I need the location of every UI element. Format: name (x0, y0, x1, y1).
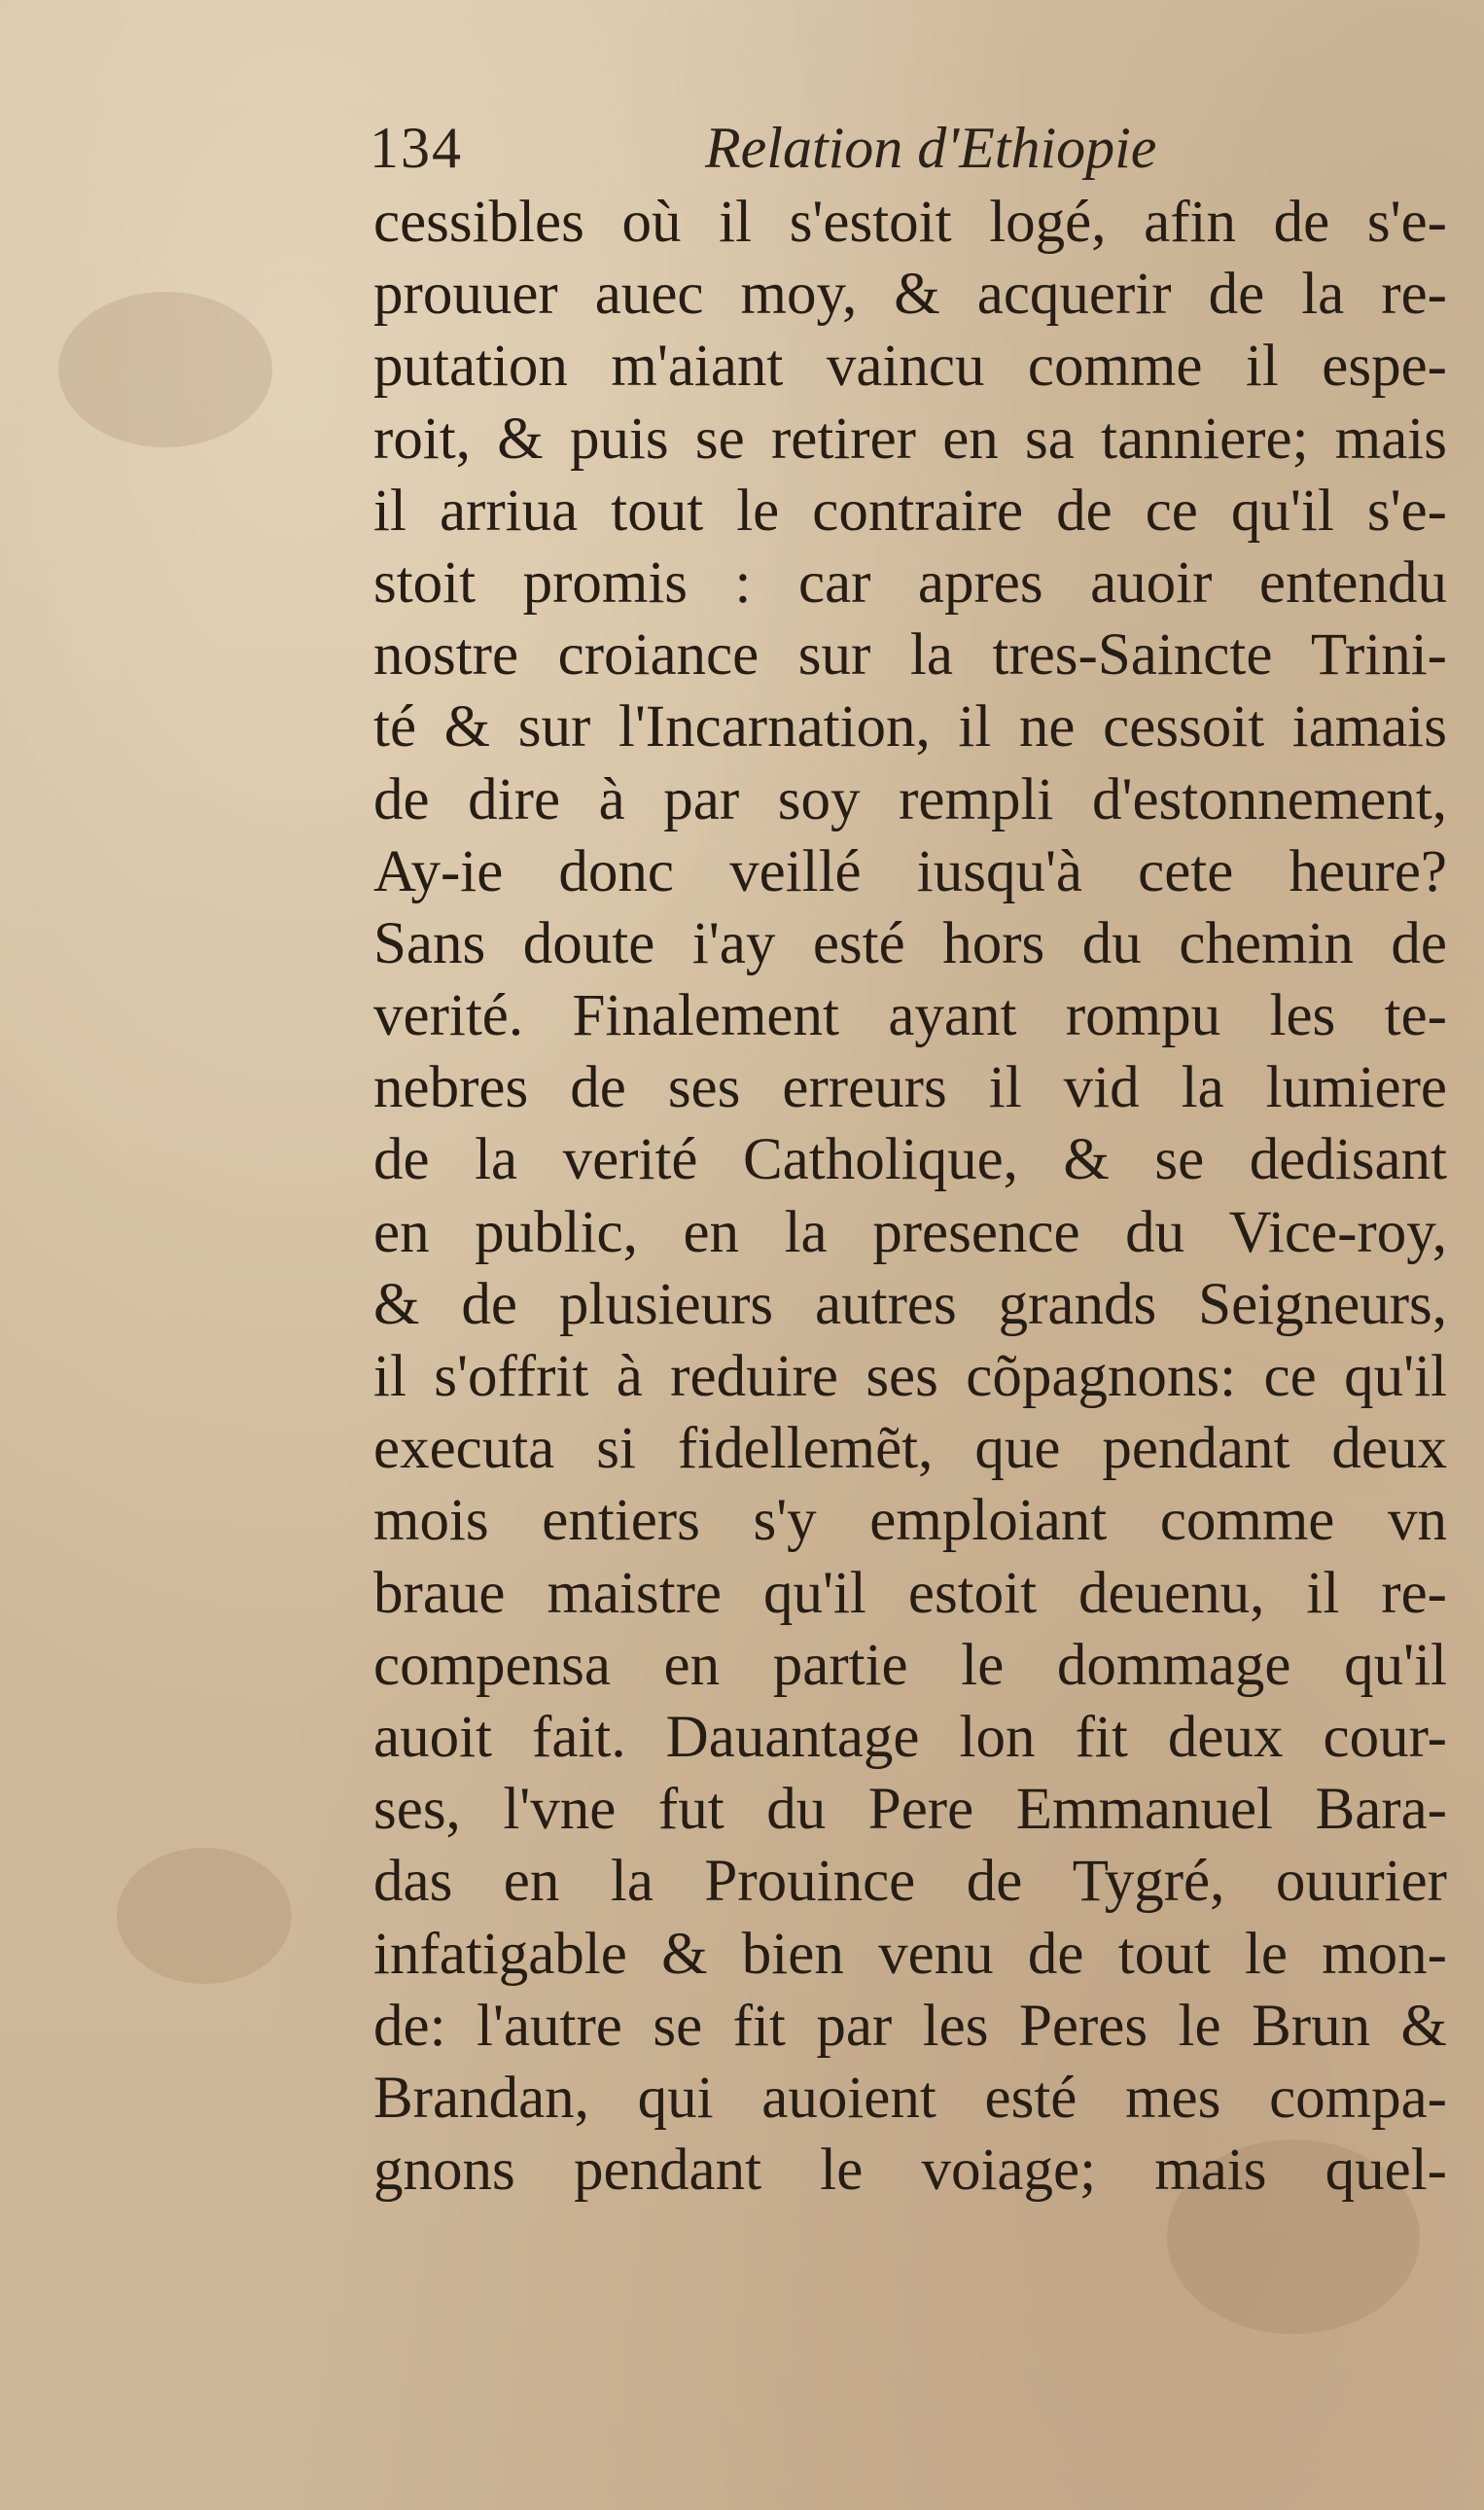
text-line: Brandan, qui auoient esté mes compa- (373, 2065, 1447, 2131)
text-line: executa si fidellemẽt, que pendant deux (373, 1416, 1447, 1482)
text-line: de: l'autre se fit par les Peres le Brun & (373, 1993, 1447, 2059)
text-line: putation m'aiant vaincu comme il espe- (373, 334, 1447, 400)
text-line: roit, & puis se retirer en sa tanniere; mais (373, 406, 1447, 472)
text-line: de dire à par soy rempli d'estonnement, (373, 766, 1447, 832)
text-line: cessibles où il s'estoit logé, afin de s'e- (373, 190, 1447, 255)
running-title: Relation d'Ethiopie (705, 116, 1157, 180)
text-line: auoit fait. Dauantage lon fit deux cour- (373, 1704, 1447, 1770)
text-line: té & sur l'Incarnation, il ne cessoit iamais (373, 694, 1447, 760)
text-line: verité. Finalement ayant rompu les te- (373, 983, 1447, 1049)
text-line: il arriua tout le contraire de ce qu'il s'e- (373, 477, 1447, 544)
paper-stain (117, 1848, 292, 1984)
text-line: braue maistre qu'il estoit deuenu, il re- (373, 1560, 1447, 1626)
text-line: gnons pendant le voiage; mais quel- (373, 2138, 1447, 2204)
text-line: ses, l'vne fut du Pere Emmanuel Bara- (373, 1777, 1447, 1843)
text-line: en public, en la presence du Vice-roy, (373, 1199, 1447, 1265)
paper-stain (58, 292, 272, 447)
text-line: das en la Prouince de Tygré, ouurier (373, 1849, 1447, 1915)
text-line: nebres de ses erreurs il vid la lumiere (373, 1055, 1447, 1121)
text-line: mois entiers s'y emploiant comme vn (373, 1488, 1447, 1554)
text-line: Ay-ie donc veillé iusqu'à cete heure? (373, 838, 1447, 904)
text-line: compensa en partie le dommage qu'il (373, 1632, 1447, 1698)
text-line: Sans doute i'ay esté hors du chemin de (373, 910, 1447, 976)
text-line: il s'offrit à reduire ses cõpagnons: ce qu'il (373, 1344, 1447, 1409)
text-line: infatigable & bien venu de tout le mon- (373, 1921, 1447, 1987)
text-line: de la verité Catholique, & se dedisant (373, 1127, 1447, 1193)
text-line: nostre croiance sur la tres-Saincte Trini- (373, 622, 1447, 689)
body-text (373, 187, 1447, 2207)
text-line: stoit promis : car apres auoir entendu (373, 549, 1447, 616)
text-line: prouuer auec moy, & acquerir de la re- (373, 262, 1447, 328)
page-number: 134 (370, 116, 463, 180)
text-line: & de plusieurs autres grands Seigneurs, (373, 1271, 1447, 1337)
